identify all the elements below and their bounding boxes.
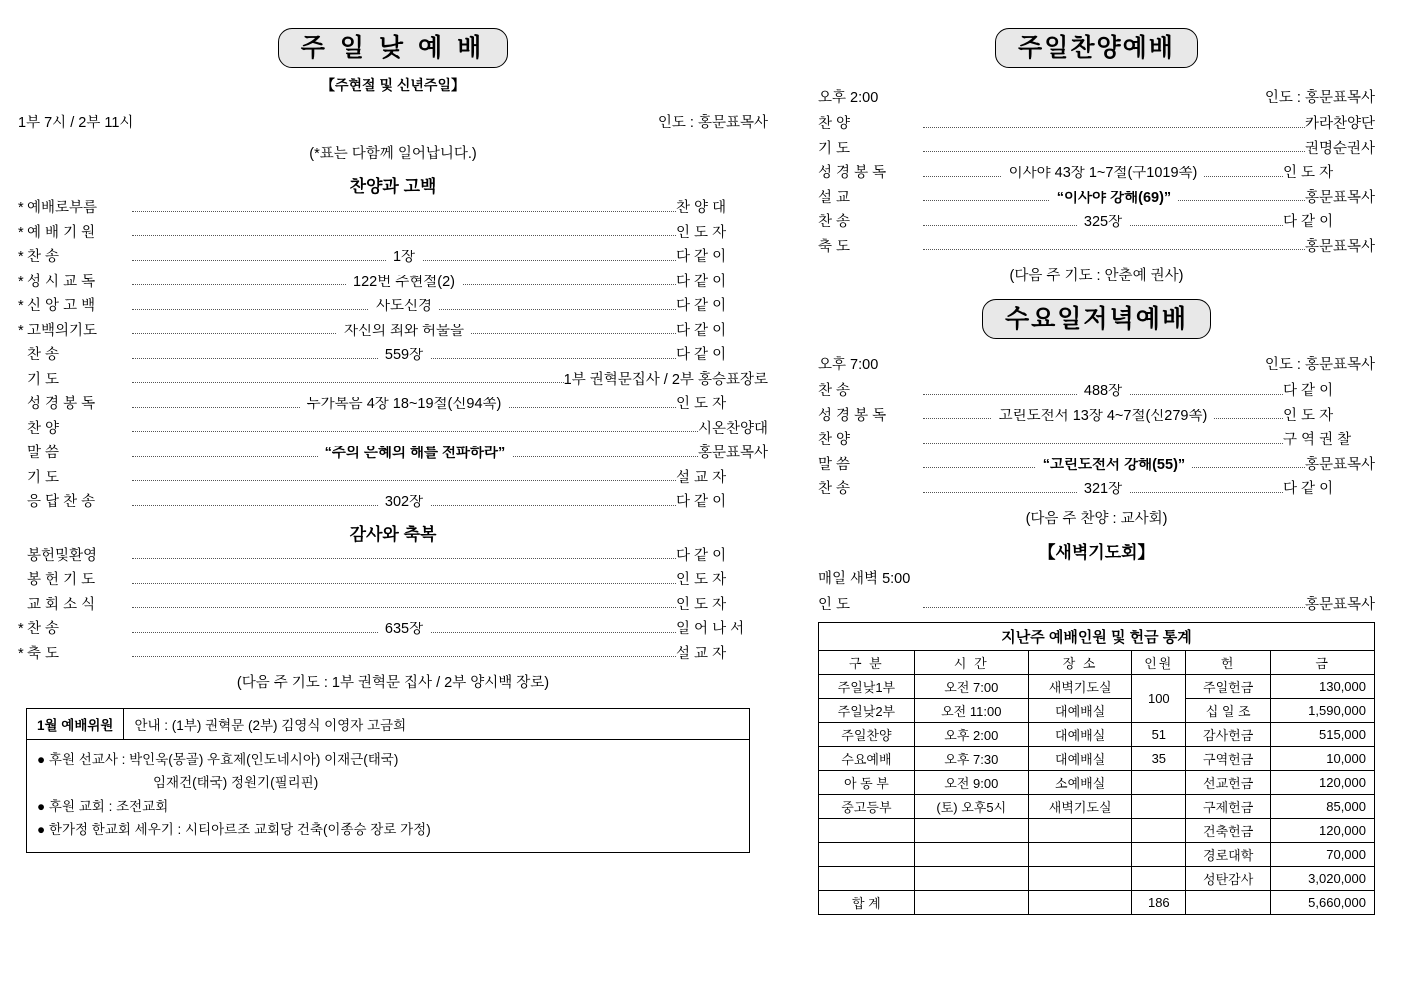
table-row	[819, 699, 1375, 723]
order-label: 봉 헌 기 도	[27, 572, 96, 588]
th-offering-amount: 금	[1271, 651, 1375, 675]
order-row	[18, 446, 768, 461]
cell-time: 오전 11:00	[914, 699, 1028, 723]
praise-service-title-wrap	[818, 28, 1375, 68]
order-person: 다 같 이	[676, 347, 727, 363]
cell-category	[819, 819, 915, 843]
order-list-wednesday	[818, 384, 1375, 497]
dawn-prayer-title: 【새벽기도회】	[1038, 542, 1155, 562]
dawn-prayer-row	[818, 598, 1375, 613]
sunday-day-service-title-wrap	[18, 28, 768, 68]
order-row	[818, 191, 1375, 206]
wednesday-service-title-wrap	[818, 299, 1375, 339]
order-middle: 321장	[923, 482, 1283, 497]
table-title-row	[819, 623, 1375, 651]
order-row	[818, 166, 1375, 181]
cell-time: 오후 2:00	[914, 723, 1028, 747]
order-row	[818, 117, 1375, 132]
table-title: 지난주 예배인원 및 헌금 통계	[819, 623, 1375, 651]
cell-category	[819, 867, 915, 891]
order-person: 구 역 권 찰	[1283, 432, 1352, 448]
cell-category: 주일낮1부	[819, 675, 915, 699]
cell-time	[914, 843, 1028, 867]
order-row	[18, 549, 768, 564]
order-row	[18, 622, 768, 637]
order-person: 인 도 자	[676, 224, 727, 241]
order-person: 인 도 자	[676, 572, 727, 588]
order-middle	[132, 598, 676, 613]
order-person: 홍문표목사	[1304, 596, 1375, 613]
section-thanks-blessing: 감사와 축복	[349, 524, 437, 544]
table-row	[819, 771, 1375, 795]
order-middle: 자신의 죄와 허물을	[132, 324, 676, 339]
cell-offering-amount: 85,000	[1271, 795, 1375, 819]
order-middle: 635장	[132, 622, 676, 637]
order-label: 축 도	[818, 238, 851, 255]
order-person: 인 도 자	[676, 396, 727, 412]
table-row	[819, 843, 1375, 867]
cell-offering-name: 구역헌금	[1186, 747, 1271, 771]
cell-place: 대예배실	[1028, 699, 1132, 723]
order-label: 기 도	[27, 371, 60, 388]
order-person: 권명순권사	[1304, 140, 1375, 157]
order-person: 다 같 이	[676, 249, 727, 265]
order-middle: 122번 주현절(2)	[132, 275, 676, 290]
section-praise-confession: 찬양과 고백	[349, 177, 437, 196]
order-person: 다 같 이	[676, 322, 727, 339]
order-middle	[132, 373, 564, 388]
cell-people: 51	[1132, 723, 1186, 747]
th-category: 구 분	[819, 651, 915, 675]
order-row	[818, 384, 1375, 399]
dawn-prayer-time: 매일 새벽 5:00	[818, 570, 911, 587]
order-label: 예 배 기 원	[27, 224, 96, 241]
order-person: 홍문표목사	[1304, 238, 1375, 255]
order-label: 기 도	[818, 140, 851, 157]
order-middle: 302장	[132, 495, 676, 510]
order-middle	[923, 240, 1305, 255]
order-person: 다 같 이	[1283, 481, 1334, 497]
attendance-offering-table	[818, 622, 1375, 915]
order-row	[18, 573, 768, 588]
order-person: 인 도 자	[1283, 165, 1334, 181]
cell-offering-amount: 10,000	[1271, 747, 1375, 771]
order-middle	[132, 422, 698, 437]
star-mark: *	[18, 224, 24, 241]
cell-time: 오전 7:00	[914, 675, 1028, 699]
cell-offering-amount: 70,000	[1271, 843, 1375, 867]
order-middle	[132, 471, 676, 486]
cell-people: 100	[1132, 675, 1186, 723]
table-row	[819, 819, 1375, 843]
order-person: 카라찬양단	[1304, 116, 1375, 132]
order-label: 성 경 봉 독	[27, 396, 96, 412]
cell-people	[1132, 795, 1186, 819]
total-blank-time	[914, 891, 1028, 915]
wednesday-service-title: 수요일저녁예배	[982, 299, 1211, 339]
support-church-line: ● 후원 교회 : 조전교회	[37, 798, 169, 814]
cell-offering-amount: 120,000	[1271, 771, 1375, 795]
order-label: 성 경 봉 독	[818, 165, 887, 181]
order-middle	[132, 226, 676, 241]
table-total-row	[819, 891, 1375, 915]
one-family-one-church-line: ● 한가정 한교회 세우기 : 시티아르조 교회당 건축(이종승 장로 가정)	[37, 821, 431, 837]
order-middle: “이사야 강해(69)”	[923, 191, 1305, 206]
order-middle	[132, 201, 676, 216]
order-middle: 이사야 43장 1~7절(구1019쪽)	[923, 166, 1283, 181]
cell-place: 대예배실	[1028, 723, 1132, 747]
wednesday-next-week-note: (다음 주 찬양 : 교사회)	[1025, 510, 1168, 527]
table-row	[819, 795, 1375, 819]
order-person: 다 같 이	[676, 494, 727, 510]
order-middle: “주의 은혜의 해를 전파하라”	[132, 446, 698, 461]
th-people: 인원	[1132, 651, 1186, 675]
star-mark: *	[18, 645, 24, 662]
table-row	[819, 675, 1375, 699]
cell-offering-amount: 130,000	[1271, 675, 1375, 699]
order-person: 시온찬양대	[697, 420, 768, 437]
cell-category: 주일찬양	[819, 723, 915, 747]
order-row	[18, 348, 768, 363]
support-missionary-line-2: 임재건(태국) 정원기(필리핀)	[153, 775, 319, 791]
service-time-line	[18, 111, 768, 132]
order-person: 홍문표목사	[1304, 189, 1375, 206]
order-label: 예배로부름	[27, 200, 98, 216]
order-person: 홍문표목사	[1304, 456, 1375, 473]
th-place: 장 소	[1028, 651, 1132, 675]
service-leader: 인도 : 홍문표목사	[657, 115, 768, 131]
order-row	[18, 373, 768, 388]
cell-place	[1028, 867, 1132, 891]
cell-people: 35	[1132, 747, 1186, 771]
wednesday-leader: 인도 : 홍문표목사	[1264, 357, 1375, 373]
order-row	[18, 201, 768, 216]
cell-category: 수요예배	[819, 747, 915, 771]
order-label: 찬 양	[818, 116, 851, 132]
cell-offering-name: 십 일 조	[1186, 699, 1271, 723]
order-label: 설 교	[818, 189, 851, 206]
cell-category: 중고등부	[819, 795, 915, 819]
cell-time: 오후 7:30	[914, 747, 1028, 771]
table-row	[819, 867, 1375, 891]
cell-people	[1132, 843, 1186, 867]
cell-time	[914, 867, 1028, 891]
cell-time: (토) 오후5시	[914, 795, 1028, 819]
wednesday-time-line	[818, 353, 1375, 374]
order-label: 봉헌및환영	[27, 547, 98, 564]
cell-category	[819, 843, 915, 867]
order-person: 인 도 자	[1283, 407, 1334, 424]
order-label: 고백의기도	[27, 322, 98, 339]
order-middle: 사도신경	[132, 299, 676, 314]
order-row	[18, 598, 768, 613]
order-label: 축 도	[27, 645, 60, 662]
table-row	[819, 747, 1375, 771]
order-middle	[132, 647, 676, 662]
order-row	[18, 422, 768, 437]
next-week-prayer-note: (다음 주 기도 : 1부 권혁문 집사 / 2부 양시백 장로)	[236, 675, 550, 691]
order-person: 일 어 나 서	[676, 621, 745, 637]
order-middle	[923, 433, 1283, 448]
star-mark: *	[18, 298, 24, 314]
order-person: 인 도 자	[676, 596, 727, 613]
service-time: 1부 7시 / 2부 11시	[18, 115, 134, 131]
cell-people	[1132, 771, 1186, 795]
cell-offering-name: 감사헌금	[1186, 723, 1271, 747]
cell-people	[1132, 867, 1186, 891]
table-header-row	[819, 651, 1375, 675]
order-middle: 고린도전서 13장 4~7절(신279쪽)	[923, 409, 1283, 424]
star-mark: *	[18, 621, 24, 637]
order-middle	[132, 549, 676, 564]
order-label: 인 도	[818, 596, 851, 613]
th-offering-name: 헌	[1186, 651, 1271, 675]
order-person: 설 교 자	[676, 469, 727, 486]
wednesday-time: 오후 7:00	[818, 357, 879, 373]
cell-place: 새벽기도실	[1028, 675, 1132, 699]
order-middle	[132, 573, 676, 588]
cell-category: 주일낮2부	[819, 699, 915, 723]
order-label: 교 회 소 식	[27, 596, 96, 613]
order-label: 성 시 교 독	[27, 273, 96, 290]
right-column	[800, 0, 1403, 992]
cell-place: 소예배실	[1028, 771, 1132, 795]
order-row	[18, 299, 768, 314]
cell-offering-name: 경로대학	[1186, 843, 1271, 867]
order-list-praise	[18, 201, 768, 510]
order-row	[818, 215, 1375, 230]
order-label: 성 경 봉 독	[818, 407, 887, 424]
order-person: 다 같 이	[676, 547, 727, 564]
order-person: 찬 양 대	[676, 200, 727, 216]
order-label: 기 도	[27, 469, 60, 486]
order-row	[18, 250, 768, 265]
praise-time-line	[818, 86, 1375, 107]
star-mark: *	[18, 200, 24, 216]
order-list-thanks	[18, 549, 768, 662]
cell-offering-amount: 515,000	[1271, 723, 1375, 747]
cell-time: 오전 9:00	[914, 771, 1028, 795]
total-money: 5,660,000	[1271, 891, 1375, 915]
cell-category: 아 동 부	[819, 771, 915, 795]
order-row	[18, 226, 768, 241]
star-mark: *	[18, 273, 24, 290]
total-people: 186	[1132, 891, 1186, 915]
committee-month-label: 1월 예배위원	[27, 709, 124, 739]
order-middle: 1장	[132, 250, 676, 265]
praise-next-week-note: (다음 주 기도 : 안춘예 권사)	[1009, 268, 1184, 284]
order-row	[818, 142, 1375, 157]
sunday-day-service-title: 주 일 낮 예 배	[278, 28, 509, 68]
order-list-praise-service	[818, 117, 1375, 254]
table-row	[819, 723, 1375, 747]
order-row	[18, 495, 768, 510]
star-mark: *	[18, 249, 24, 265]
order-middle	[923, 117, 1305, 132]
cell-place	[1028, 843, 1132, 867]
cell-offering-name: 주일헌금	[1186, 675, 1271, 699]
order-middle	[923, 142, 1305, 157]
order-label: 찬 양	[818, 432, 851, 448]
order-row	[818, 240, 1375, 255]
cell-offering-amount: 1,590,000	[1271, 699, 1375, 723]
total-blank-place	[1028, 891, 1132, 915]
committee-guide-label: 안내 : (1부) 권혁문 (2부) 김영식 이영자 고금희	[134, 718, 407, 733]
th-time: 시 간	[914, 651, 1028, 675]
order-label: 찬 송	[27, 249, 60, 265]
order-person: 다 같 이	[676, 273, 727, 290]
worship-committee-body	[27, 740, 749, 852]
order-row	[18, 324, 768, 339]
cell-offering-name: 구제헌금	[1186, 795, 1271, 819]
order-label: 말 씀	[818, 456, 851, 473]
order-label: 말 씀	[27, 445, 60, 461]
total-blank-offering	[1186, 891, 1271, 915]
order-middle: 559장	[132, 348, 676, 363]
order-person: 설 교 자	[676, 645, 727, 662]
total-label: 합 계	[819, 891, 915, 915]
cell-offering-name: 건축헌금	[1186, 819, 1271, 843]
cell-time	[914, 819, 1028, 843]
cell-people	[1132, 819, 1186, 843]
cell-offering-amount: 3,020,000	[1271, 867, 1375, 891]
cell-place	[1028, 819, 1132, 843]
order-label: 찬 송	[818, 383, 851, 399]
cell-offering-name: 성탄감사	[1186, 867, 1271, 891]
order-row	[818, 409, 1375, 424]
praise-time: 오후 2:00	[818, 90, 879, 106]
order-row	[18, 647, 768, 662]
order-row	[818, 433, 1375, 448]
order-middle: 누가복음 4장 18~19절(신94쪽)	[132, 397, 676, 412]
order-middle: 488장	[923, 384, 1283, 399]
praise-leader: 인도 : 홍문표목사	[1264, 90, 1375, 106]
order-label: 찬 송	[818, 214, 851, 230]
cell-offering-name: 선교헌금	[1186, 771, 1271, 795]
sunday-day-service-subtitle: 【주현절 및 신년주일】	[321, 77, 465, 93]
order-person: 다 같 이	[1283, 214, 1334, 230]
order-label: 찬 송	[27, 347, 60, 363]
order-person: 다 같 이	[676, 298, 727, 314]
order-middle: “고린도전서 강해(55)”	[923, 458, 1305, 473]
cell-place: 대예배실	[1028, 747, 1132, 771]
order-person: 다 같 이	[1283, 383, 1334, 399]
order-row	[818, 482, 1375, 497]
worship-committee-box	[26, 708, 750, 853]
order-label: 신 앙 고 백	[27, 298, 96, 314]
support-missionary-line: ● 후원 선교사 : 박인욱(몽골) 우효제(인도네시아) 이재근(태국)	[37, 752, 399, 767]
praise-service-title: 주일찬양예배	[995, 28, 1198, 68]
order-label: 응 답 찬 송	[27, 494, 96, 510]
cell-offering-amount: 120,000	[1271, 819, 1375, 843]
order-row	[818, 458, 1375, 473]
order-person: 홍문표목사	[697, 445, 768, 461]
order-person: 1부 권혁문집사 / 2부 홍승표장로	[563, 371, 768, 388]
order-label: 찬 송	[818, 481, 851, 497]
order-middle	[923, 598, 1305, 613]
standing-note: (*표는 다함께 일어납니다.)	[309, 146, 477, 162]
worship-committee-header	[27, 709, 749, 740]
star-mark: *	[18, 322, 24, 339]
order-middle: 325장	[923, 215, 1283, 230]
order-label: 찬 양	[27, 420, 60, 437]
order-row	[18, 397, 768, 412]
cell-place: 새벽기도실	[1028, 795, 1132, 819]
order-row	[18, 275, 768, 290]
order-label: 찬 송	[27, 621, 60, 637]
order-row	[18, 471, 768, 486]
